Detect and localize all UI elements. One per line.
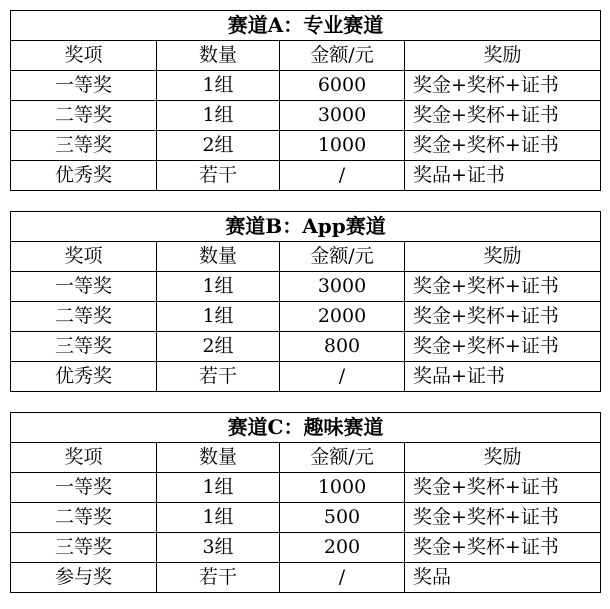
cell-item: 三等奖: [11, 332, 157, 362]
track-c-title: 赛道C：趣味赛道: [11, 413, 601, 443]
cell-amount: /: [280, 362, 405, 392]
header-item: 奖项: [11, 41, 157, 71]
cell-amount: 2000: [280, 302, 405, 332]
table-row: [11, 161, 601, 191]
table-row: [11, 71, 601, 101]
table-row: [11, 302, 601, 332]
cell-count: 2组: [157, 332, 280, 362]
cell-amount: 1000: [280, 473, 405, 503]
header-count: 数量: [157, 443, 280, 473]
cell-count: 1组: [157, 71, 280, 101]
cell-amount: 3000: [280, 101, 405, 131]
table-header-row: [11, 443, 601, 473]
track-b-title: 赛道B：App赛道: [11, 212, 601, 242]
track-a-title: 赛道A：专业赛道: [11, 11, 601, 41]
table-row: [11, 101, 601, 131]
header-amount: 金额/元: [280, 443, 405, 473]
header-reward: 奖励: [405, 242, 601, 272]
track-b-table: [10, 211, 601, 392]
table-title-row: [11, 413, 601, 443]
header-item: 奖项: [11, 242, 157, 272]
cell-count: 1组: [157, 302, 280, 332]
cell-item: 二等奖: [11, 101, 157, 131]
cell-reward: 奖金+奖杯+证书: [405, 302, 601, 332]
cell-reward: 奖金+奖杯+证书: [405, 71, 601, 101]
cell-count: 若干: [157, 161, 280, 191]
table-row: [11, 473, 601, 503]
track-c-table: [10, 412, 601, 593]
header-amount: 金额/元: [280, 242, 405, 272]
header-reward: 奖励: [405, 41, 601, 71]
cell-amount: 200: [280, 533, 405, 563]
cell-reward: 奖金+奖杯+证书: [405, 131, 601, 161]
cell-reward: 奖金+奖杯+证书: [405, 503, 601, 533]
cell-count: 1组: [157, 473, 280, 503]
cell-reward: 奖金+奖杯+证书: [405, 332, 601, 362]
cell-item: 一等奖: [11, 71, 157, 101]
cell-count: 3组: [157, 533, 280, 563]
table-title-row: [11, 212, 601, 242]
cell-count: 2组: [157, 131, 280, 161]
table-row: [11, 503, 601, 533]
cell-item: 一等奖: [11, 473, 157, 503]
cell-reward: 奖金+奖杯+证书: [405, 101, 601, 131]
header-count: 数量: [157, 242, 280, 272]
cell-reward: 奖金+奖杯+证书: [405, 533, 601, 563]
table-header-row: [11, 41, 601, 71]
table-row: [11, 332, 601, 362]
track-a-table: [10, 10, 601, 191]
header-count: 数量: [157, 41, 280, 71]
header-item: 奖项: [11, 443, 157, 473]
cell-item: 二等奖: [11, 503, 157, 533]
header-amount: 金额/元: [280, 41, 405, 71]
cell-amount: 500: [280, 503, 405, 533]
cell-amount: 6000: [280, 71, 405, 101]
cell-amount: 3000: [280, 272, 405, 302]
table-row: [11, 563, 601, 593]
cell-count: 1组: [157, 101, 280, 131]
cell-reward: 奖金+奖杯+证书: [405, 272, 601, 302]
table-row: [11, 362, 601, 392]
table-row: [11, 131, 601, 161]
table-row: [11, 272, 601, 302]
cell-reward: 奖品: [405, 563, 601, 593]
table-row: [11, 533, 601, 563]
cell-item: 优秀奖: [11, 161, 157, 191]
header-reward: 奖励: [405, 443, 601, 473]
cell-item: 二等奖: [11, 302, 157, 332]
cell-reward: 奖金+奖杯+证书: [405, 473, 601, 503]
cell-item: 三等奖: [11, 131, 157, 161]
table-header-row: [11, 242, 601, 272]
cell-reward: 奖品+证书: [405, 362, 601, 392]
cell-amount: 1000: [280, 131, 405, 161]
cell-item: 一等奖: [11, 272, 157, 302]
cell-count: 1组: [157, 272, 280, 302]
cell-amount: 800: [280, 332, 405, 362]
cell-count: 若干: [157, 563, 280, 593]
cell-item: 三等奖: [11, 533, 157, 563]
cell-item: 优秀奖: [11, 362, 157, 392]
cell-amount: /: [280, 161, 405, 191]
cell-item: 参与奖: [11, 563, 157, 593]
table-title-row: [11, 11, 601, 41]
cell-reward: 奖品+证书: [405, 161, 601, 191]
cell-amount: /: [280, 563, 405, 593]
cell-count: 1组: [157, 503, 280, 533]
cell-count: 若干: [157, 362, 280, 392]
